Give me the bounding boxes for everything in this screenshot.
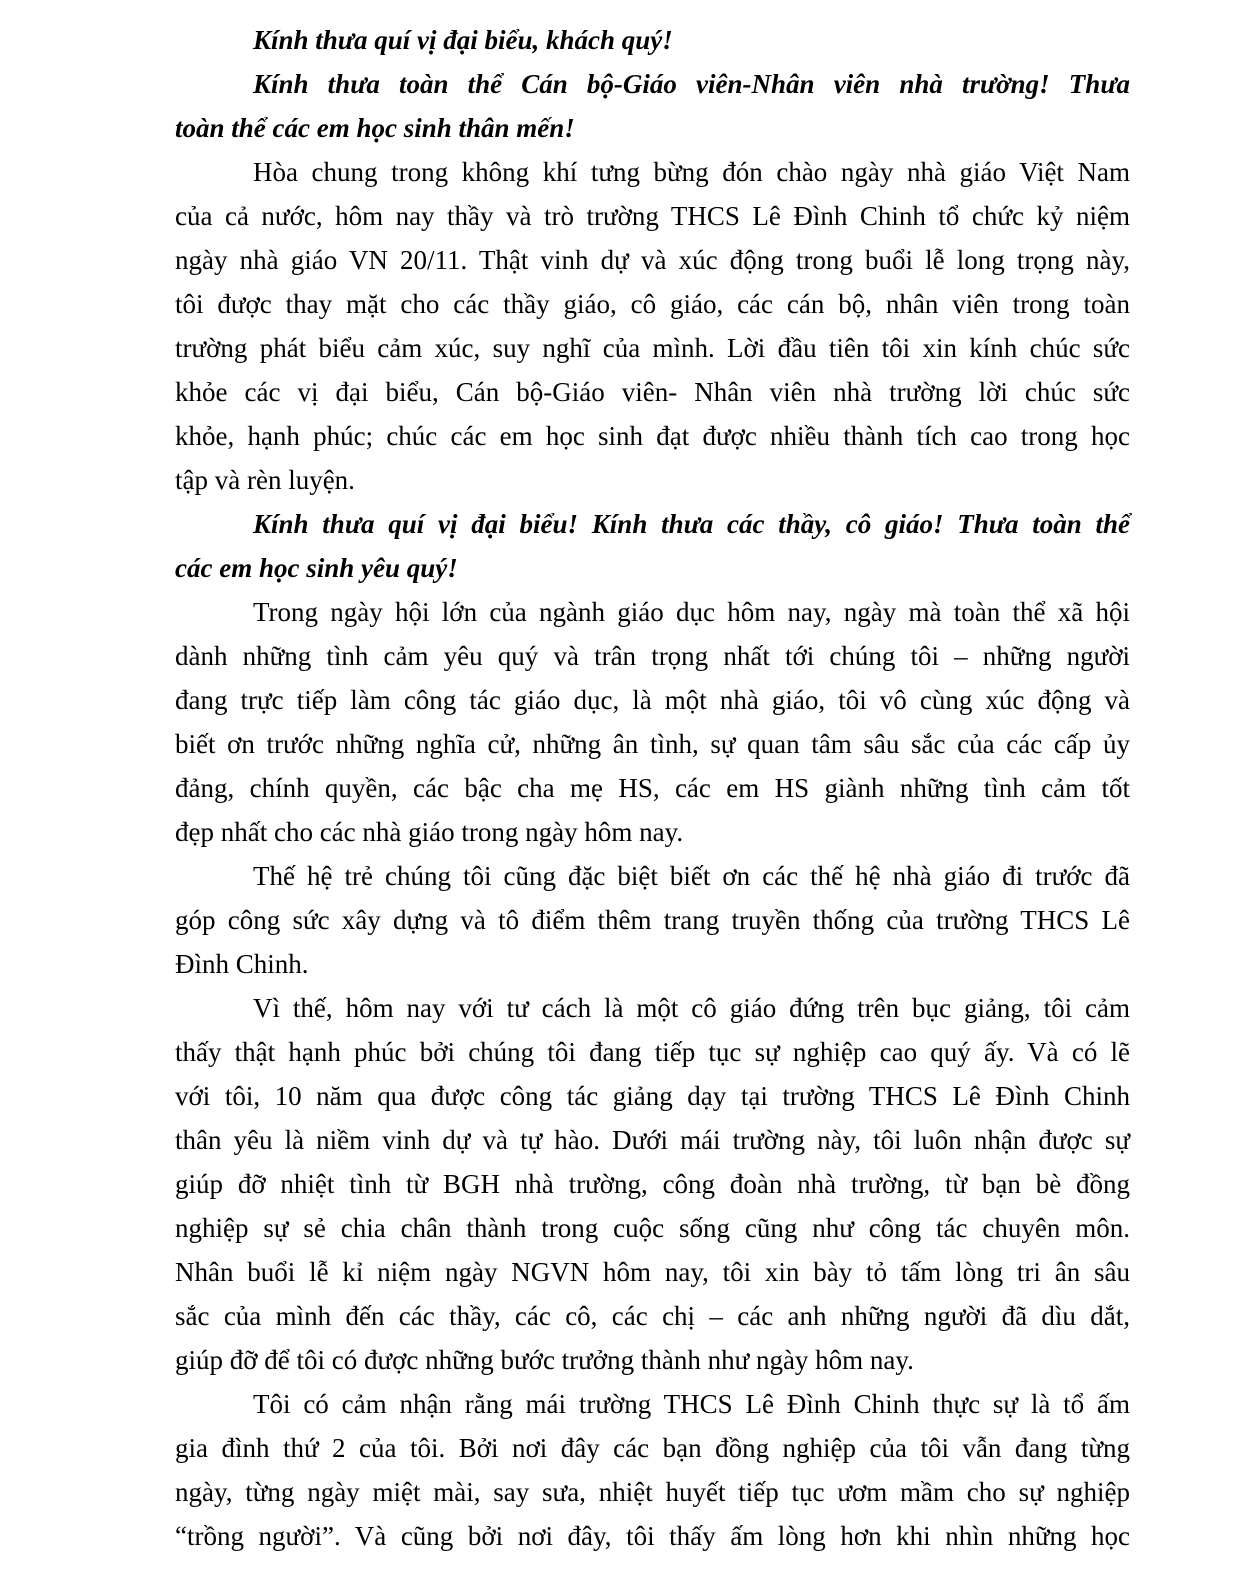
text-line: biết ơn trước những nghĩa cử, những ân tình, sự quan tâm sâu sắc của các cấp ủy xyxy=(175,729,1130,759)
text-line: giúp đỡ để tôi có được những bước trưởng thành như ngày hôm nay. xyxy=(175,1345,914,1375)
text-line: đẹp nhất cho các nhà giáo trong ngày hôm nay. xyxy=(175,817,684,847)
text-line: dành những tình cảm yêu quý và trân trọng nhất tới chúng tôi – những người xyxy=(175,641,1130,671)
text-line: sắc của mình đến các thầy, các cô, các chị – các anh những người đã dìu dắt, xyxy=(175,1301,1130,1331)
text-line: Trong ngày hội lớn của ngành giáo dục hôm nay, ngày mà toàn thể xã hội xyxy=(253,597,1130,627)
salutation-paragraph xyxy=(175,62,1130,150)
body-paragraph xyxy=(175,590,1130,854)
text-line: các em học sinh yêu quý! xyxy=(175,553,458,583)
text-line: Kính thưa toàn thể Cán bộ-Giáo viên-Nhân viên nhà trường! Thưa xyxy=(253,69,1130,99)
salutation-paragraph xyxy=(175,18,1130,62)
text-line: tôi được thay mặt cho các thầy giáo, cô giáo, các cán bộ, nhân viên trong toàn xyxy=(175,289,1130,319)
text-line: thấy thật hạnh phúc bởi chúng tôi đang tiếp tục sự nghiệp cao quý ấy. Và có lẽ xyxy=(175,1037,1130,1067)
text-line: đảng, chính quyền, các bậc cha mẹ HS, các em HS giành những tình cảm tốt xyxy=(175,773,1130,803)
text-line: Vì thế, hôm nay với tư cách là một cô giáo đứng trên bục giảng, tôi cảm xyxy=(253,993,1130,1023)
salutation-paragraph xyxy=(175,502,1130,590)
text-line: trường phát biểu cảm xúc, suy nghĩ của mình. Lời đầu tiên tôi xin kính chúc sức xyxy=(175,333,1130,363)
body-paragraph xyxy=(175,1382,1130,1558)
text-line: góp công sức xây dựng và tô điểm thêm trang truyền thống của trường THCS Lê xyxy=(175,905,1130,935)
text-line: thân yêu là niềm vinh dự và tự hào. Dưới mái trường này, tôi luôn nhận được sự xyxy=(175,1125,1130,1155)
text-line: toàn thể các em học sinh thân mến! xyxy=(175,113,575,143)
text-line: khỏe, hạnh phúc; chúc các em học sinh đạt được nhiều thành tích cao trong học xyxy=(175,421,1130,451)
text-line: giúp đỡ nhiệt tình từ BGH nhà trường, công đoàn nhà trường, từ bạn bè đồng xyxy=(175,1169,1130,1199)
text-line: với tôi, 10 năm qua được công tác giảng dạy tại trường THCS Lê Đình Chinh xyxy=(175,1081,1130,1111)
text-line: “trồng người”. Và cũng bởi nơi đây, tôi thấy ấm lòng hơn khi nhìn những học xyxy=(175,1521,1130,1551)
text-line: khỏe các vị đại biểu, Cán bộ-Giáo viên- Nhân viên nhà trường lời chúc sức xyxy=(175,377,1130,407)
body-paragraph xyxy=(175,854,1130,986)
text-line: Tôi có cảm nhận rằng mái trường THCS Lê Đình Chinh thực sự là tổ ấm xyxy=(253,1389,1130,1419)
body-paragraph xyxy=(175,150,1130,502)
text-line: Kính thưa quí vị đại biểu, khách quý! xyxy=(253,25,673,55)
text-line: Nhân buổi lễ kỉ niệm ngày NGVN hôm nay, tôi xin bày tỏ tấm lòng tri ân sâu xyxy=(175,1257,1130,1287)
text-line: Thế hệ trẻ chúng tôi cũng đặc biệt biết ơn các thế hệ nhà giáo đi trước đã xyxy=(253,861,1130,891)
text-line: Đình Chinh. xyxy=(175,949,309,979)
text-line: đang trực tiếp làm công tác giáo dục, là một nhà giáo, tôi vô cùng xúc động và xyxy=(175,685,1130,715)
text-line: của cả nước, hôm nay thầy và trò trường THCS Lê Đình Chinh tổ chức kỷ niệm xyxy=(175,201,1130,231)
text-line: ngày nhà giáo VN 20/11. Thật vinh dự và xúc động trong buổi lễ long trọng này, xyxy=(175,245,1130,275)
text-line: tập và rèn luyện. xyxy=(175,465,355,495)
body-paragraph xyxy=(175,986,1130,1382)
text-line: Hòa chung trong không khí tưng bừng đón chào ngày nhà giáo Việt Nam xyxy=(253,157,1130,187)
text-line: nghiệp sự sẻ chia chân thành trong cuộc sống cũng như công tác chuyên môn. xyxy=(175,1213,1130,1243)
text-line: ngày, từng ngày miệt mài, say sưa, nhiệt huyết tiếp tục ươm mầm cho sự nghiệp xyxy=(175,1477,1130,1507)
text-line: gia đình thứ 2 của tôi. Bởi nơi đây các bạn đồng nghiệp của tôi vẫn đang từng xyxy=(175,1433,1130,1463)
text-line: Kính thưa quí vị đại biểu! Kính thưa các thầy, cô giáo! Thưa toàn thể xyxy=(253,509,1130,539)
